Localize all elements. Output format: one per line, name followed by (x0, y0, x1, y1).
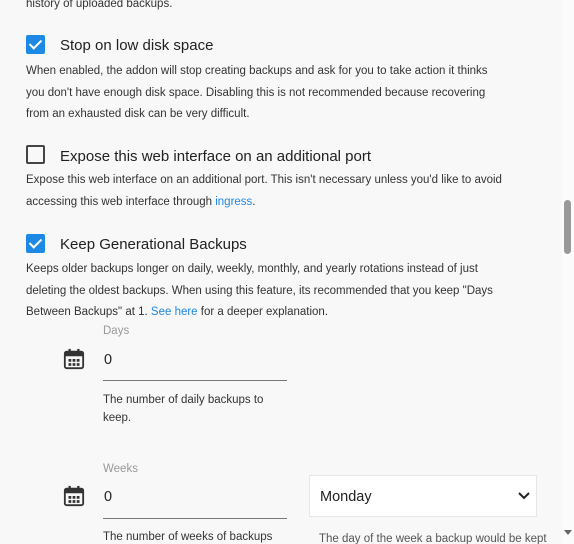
days-label: Days (103, 325, 130, 337)
generational-backups-checkbox[interactable] (26, 234, 45, 253)
calendar-icon (63, 485, 85, 507)
weeks-input-underline (103, 518, 287, 519)
weekly-day-hint: The day of the week a backup would be kept (319, 533, 547, 544)
desc-line (26, 302, 526, 324)
stop-low-disk-title: Stop on low disk space (60, 37, 214, 54)
days-input[interactable]: 0 (104, 352, 113, 368)
desc-text: accessing this web interface through (26, 195, 216, 208)
scroll-down-icon[interactable] (564, 528, 572, 536)
hint-line: The number of daily backups to (103, 394, 264, 406)
expose-port-description (26, 170, 526, 213)
desc-line: Expose this web interface on an additional port. This isn't necessary unless you'd like to avoid (26, 174, 502, 186)
stop-low-disk-description (26, 61, 526, 126)
weekly-day-select[interactable] (309, 475, 537, 517)
days-hint (103, 391, 263, 427)
desc-text: Between Backups" at 1. (26, 306, 151, 318)
chevron-down-icon (518, 491, 530, 501)
generational-backups-description (26, 259, 526, 324)
desc-line: deleting the oldest backups. When using this feature, its recommended that you keep "Days (26, 284, 493, 297)
desc-text: . (252, 195, 256, 208)
expose-port-checkbox[interactable] (26, 145, 45, 164)
desc-line: Keeps older backups longer on daily, weekly, monthly, and yearly rotations instead of just (26, 263, 478, 275)
weekly-day-value: Monday (320, 489, 372, 505)
history-description-tail: history of uploaded backups. (26, 0, 173, 10)
expose-port-title: Expose this web interface on an additional port (60, 148, 372, 165)
days-input-underline (103, 380, 287, 381)
weeks-input[interactable]: 0 (104, 489, 113, 505)
weeks-label: Weeks (103, 463, 138, 475)
desc-line: from an exhausted disk can be very difficult. (26, 108, 250, 120)
vertical-scrollbar[interactable] (562, 0, 574, 544)
weeks-hint: The number of weeks of backups (103, 531, 273, 543)
calendar-icon (63, 348, 85, 370)
desc-text: for a deeper explanation. (197, 306, 329, 318)
generational-backups-title: Keep Generational Backups (60, 236, 247, 253)
desc-line (26, 192, 526, 214)
see-here-link[interactable]: See here (150, 306, 198, 318)
desc-line: When enabled, the addon will stop creating backups and ask for you to take action it thinks (26, 65, 488, 77)
hint-line: keep. (103, 412, 132, 424)
desc-line: you don't have enough disk space. Disabling this is not recommended because recovering (26, 86, 486, 99)
scrollbar-thumb[interactable] (564, 200, 571, 254)
ingress-link[interactable]: ingress (215, 195, 253, 208)
stop-low-disk-checkbox[interactable] (26, 35, 45, 54)
